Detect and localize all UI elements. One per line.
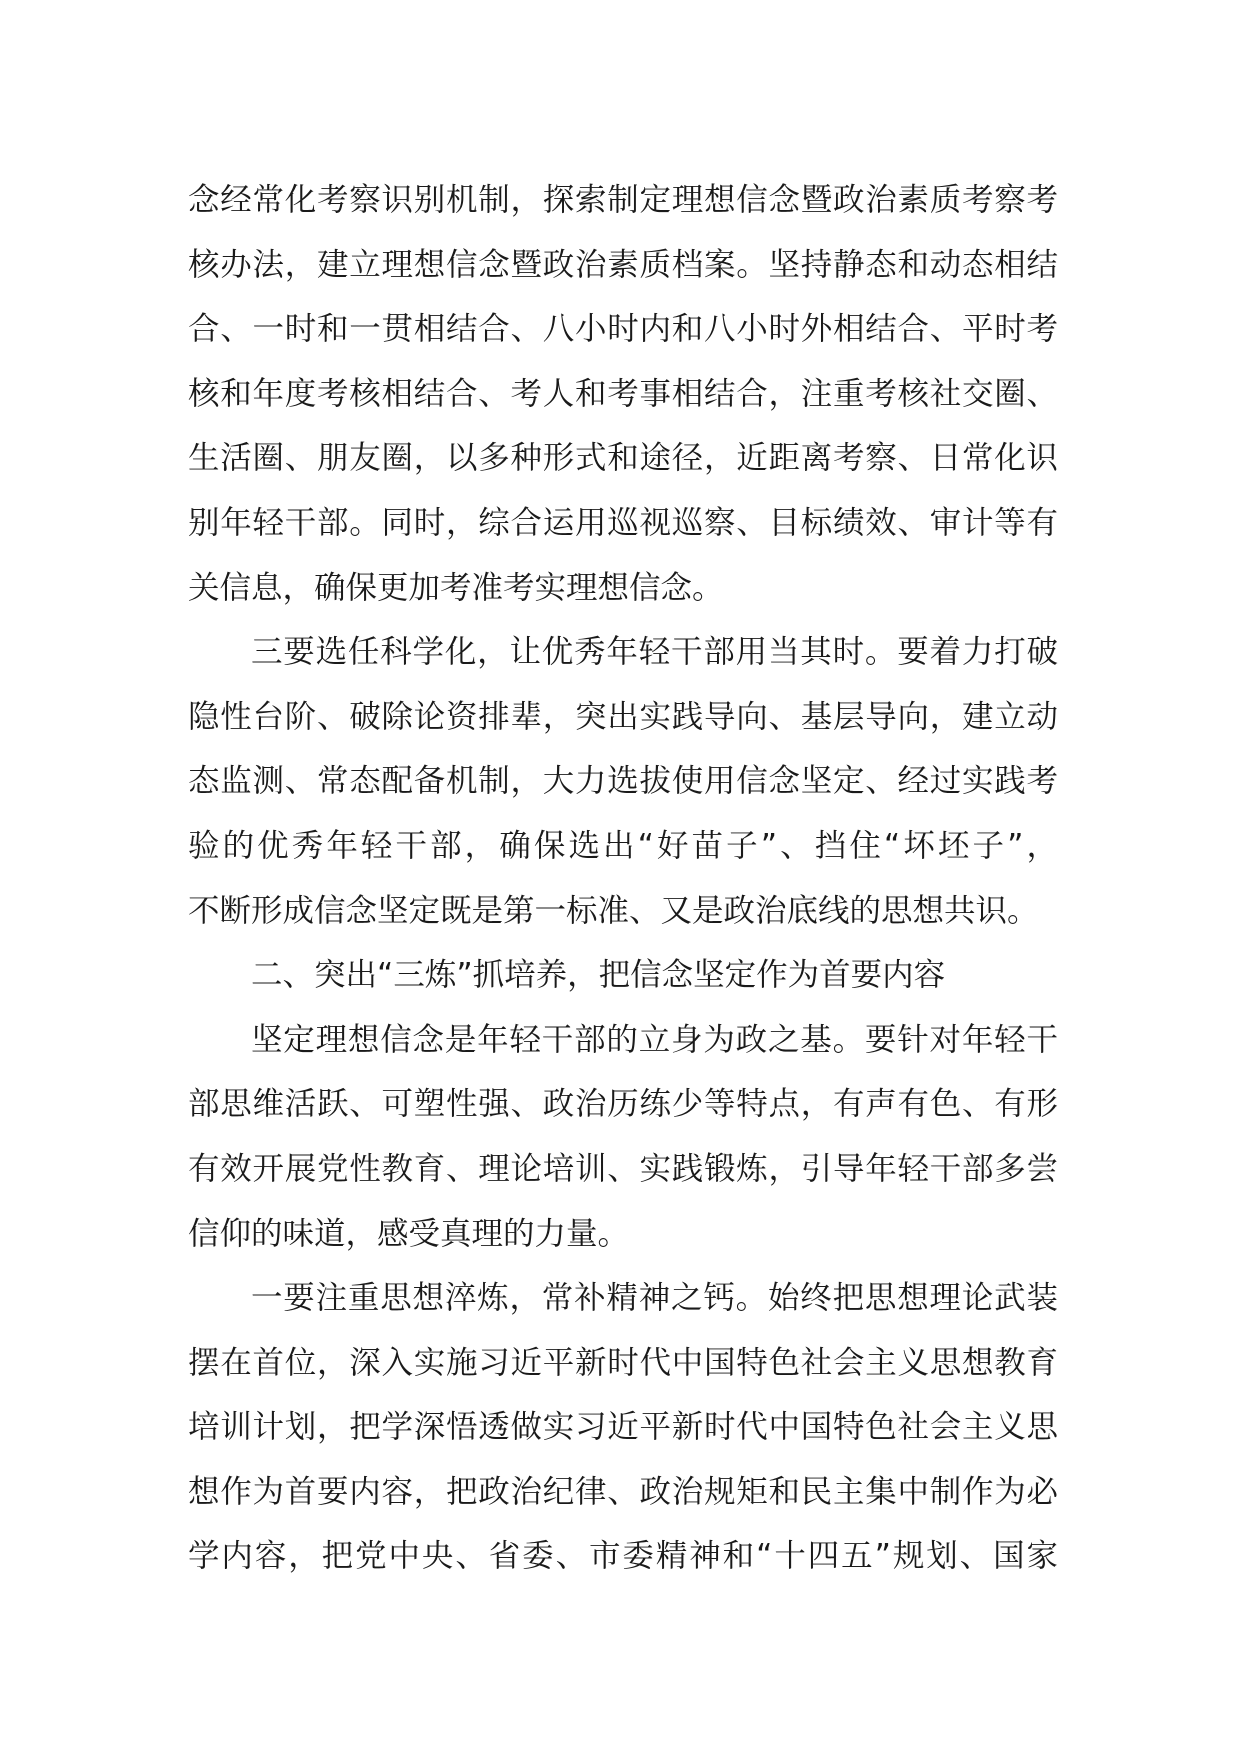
text-line: 培训计划，把学深悟透做实习近平新时代中国特色社会主义思 <box>188 1409 1058 1446</box>
text-line: 一要注重思想淬炼，常补精神之钙。始终把思想理论武装 <box>251 1280 1058 1317</box>
text-line: 部思维活跃、可塑性强、政治历练少等特点，有声有色、有形 <box>188 1086 1058 1123</box>
text-line: 验的优秀年轻干部，确保选出“好苗子”、挡住“坏坯子”， <box>188 827 1058 864</box>
text-line: 摆在首位，深入实施习近平新时代中国特色社会主义思想教育 <box>188 1344 1058 1381</box>
text-line: 有效开展党性教育、理论培训、实践锻炼，引导年轻干部多尝 <box>188 1150 1058 1187</box>
text-line: 合、一时和一贯相结合、八小时内和八小时外相结合、平时考 <box>188 311 1058 348</box>
text-line: 学内容，把党中央、省委、市委精神和“十四五”规划、国家 <box>188 1538 1058 1575</box>
text-line: 关信息，确保更加考准考实理想信念。 <box>188 569 724 606</box>
text-line: 核办法，建立理想信念暨政治素质档案。坚持静态和动态相结 <box>188 246 1058 283</box>
text-line: 别年轻干部。同时，综合运用巡视巡察、目标绩效、审计等有 <box>188 504 1058 541</box>
text-line: 二、突出“三炼”抓培养，把信念坚定作为首要内容 <box>251 957 946 994</box>
text-line: 信仰的味道，感受真理的力量。 <box>188 1215 630 1252</box>
text-line: 不断形成信念坚定既是第一标准、又是政治底线的思想共识。 <box>188 892 1039 929</box>
text-line: 态监测、常态配备机制，大力选拔使用信念坚定、经过实践考 <box>188 763 1058 800</box>
text-line: 隐性台阶、破除论资排辈，突出实践导向、基层导向，建立动 <box>188 698 1058 735</box>
text-line: 生活圈、朋友圈，以多种形式和途径，近距离考察、日常化识 <box>188 440 1058 477</box>
text-line: 三要选任科学化，让优秀年轻干部用当其时。要着力打破 <box>251 634 1058 671</box>
document-body <box>188 168 1058 1589</box>
text-line: 坚定理想信念是年轻干部的立身为政之基。要针对年轻干 <box>251 1021 1058 1058</box>
text-line: 核和年度考核相结合、考人和考事相结合，注重考核社交圈、 <box>188 375 1058 412</box>
text-line: 念经常化考察识别机制，探索制定理想信念暨政治素质考察考 <box>188 182 1058 218</box>
text-line: 想作为首要内容，把政治纪律、政治规矩和民主集中制作为必 <box>188 1473 1058 1510</box>
